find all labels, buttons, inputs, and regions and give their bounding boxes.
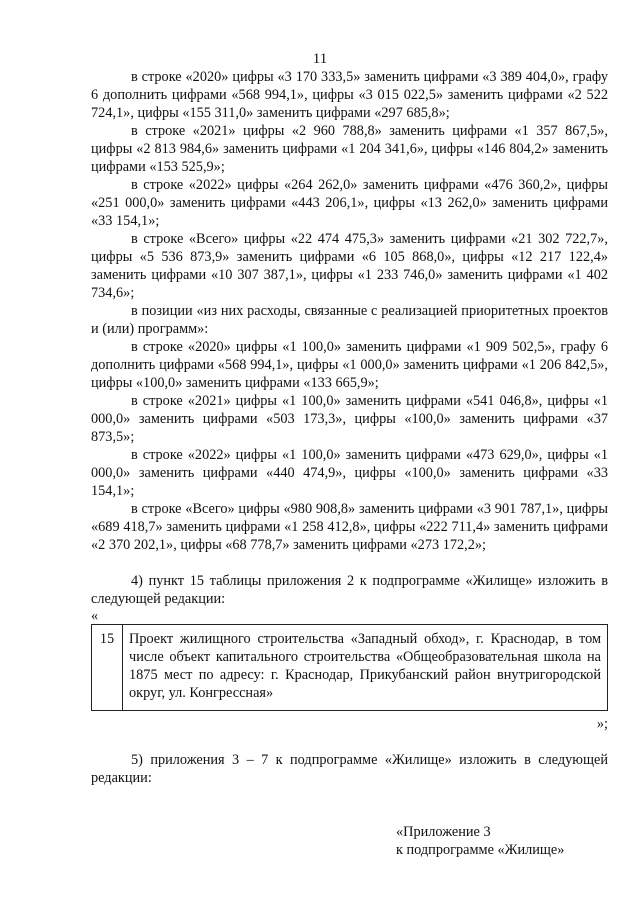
quote-open-mark: « bbox=[91, 608, 99, 624]
paragraph-priority-projects: в позиции «из них расходы, связанные с реализацией приоритетных проектов и (или) программ»: bbox=[91, 303, 608, 337]
table-cell-text: Проект жилищного строительства «Западный обход», г. Краснодар, в том числе объект капитального строительства «Общеобразовательная школа на 1875 мест по адресу: г. Краснодар, Прикубанский район внутригородской округ, ул. Конгрессная» bbox=[123, 625, 608, 711]
appendix-line-2: к подпрограмме «Жилище» bbox=[396, 842, 565, 858]
document-body bbox=[91, 68, 608, 859]
page-number: 11 bbox=[312, 51, 328, 67]
paragraph-priority-2020-row: в строке «2020» цифры «1 100,0» заменить цифрами «1 909 502,5», графу 6 дополнить цифрами «568 994,1», цифры «1 000,0» заменить цифрами «1 206 842,5», цифры «100,0» заменить цифрами «133 665,9»; bbox=[91, 339, 608, 391]
paragraph-priority-2021-row: в строке «2021» цифры «1 100,0» заменить цифрами «541 046,8», цифры «1 000,0» заменить цифрами «503 173,3», цифры «100,0» заменить цифрами «37 873,5»; bbox=[91, 393, 608, 445]
paragraph-2021-row: в строке «2021» цифры «2 960 788,8» заменить цифрами «1 357 867,5», цифры «2 813 984,6» заменить цифрами «1 204 341,6», цифры «146 804,2» заменить цифрами «153 525,9»; bbox=[91, 123, 608, 175]
paragraph-total-row: в строке «Всего» цифры «22 474 475,3» заменить цифрами «21 302 722,7», цифры «5 536 873,9» заменить цифрами «6 105 868,0», цифры «12 217 122,4» заменить цифрами «10 307 387,1», цифры «1 233 746,0» заменить цифрами «1 402 734,6»; bbox=[91, 231, 608, 301]
paragraph-2020-row: в строке «2020» цифры «3 170 333,5» заменить цифрами «3 389 404,0», графу 6 дополнить цифрами «568 994,1», цифры «3 015 022,5» заменить цифрами «2 522 724,1», цифры «155 311,0» заменить цифрами «297 685,8»; bbox=[91, 69, 608, 121]
appendix-heading bbox=[396, 823, 608, 859]
appendix-line-1: «Приложение 3 bbox=[396, 824, 491, 840]
table-cell-number: 15 bbox=[92, 625, 123, 711]
item-15-table bbox=[91, 624, 608, 711]
quote-close-mark: »; bbox=[596, 716, 608, 732]
paragraph-2022-row: в строке «2022» цифры «264 262,0» заменить цифрами «476 360,2», цифры «251 000,0» заменить цифрами «443 206,1», цифры «13 262,0» заменить цифрами «33 154,1»; bbox=[91, 177, 608, 229]
paragraph-priority-total-row: в строке «Всего» цифры «980 908,8» заменить цифрами «3 901 787,1», цифры «689 418,7» заменить цифрами «1 258 412,8», цифры «222 711,4» заменить цифрами «2 370 202,1», цифры «68 778,7» заменить цифрами «273 172,2»; bbox=[91, 501, 608, 553]
paragraph-point-4: 4) пункт 15 таблицы приложения 2 к подпрограмме «Жилище» изложить в следующей редакции: bbox=[91, 573, 608, 607]
paragraph-point-5: 5) приложения 3 – 7 к подпрограмме «Жилище» изложить в следующей редакции: bbox=[91, 752, 608, 786]
table-row bbox=[92, 625, 608, 711]
paragraph-priority-2022-row: в строке «2022» цифры «1 100,0» заменить цифрами «473 629,0», цифры «1 000,0» заменить цифрами «440 474,9», цифры «100,0» заменить цифрами «33 154,1»; bbox=[91, 447, 608, 499]
